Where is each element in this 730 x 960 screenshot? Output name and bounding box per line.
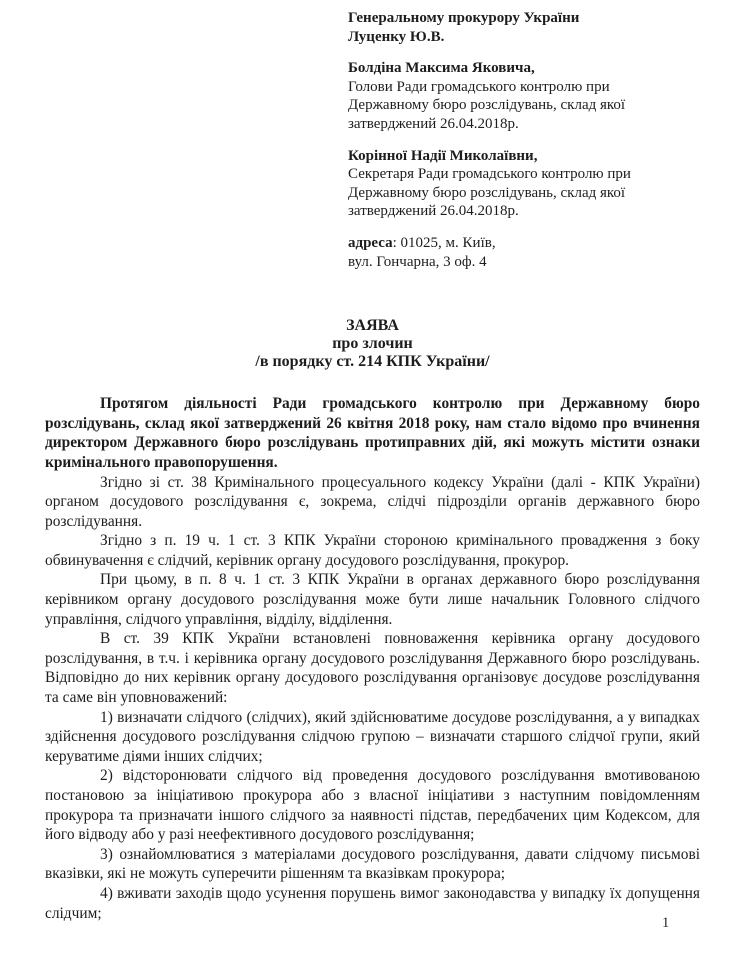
applicant1-line: затверджений 26.04.2018р.: [348, 115, 519, 132]
body-paragraph-2: Згідно зі ст. 38 Кримінального процесуального кодексу України (далі - КПК України) органом досудового розслідування є, зокрема, слідчі підрозділи органів державного бюро розслідування.: [45, 473, 700, 530]
applicant2-line: Державному бюро розслідувань, склад якої: [348, 184, 626, 201]
applicant1-name: Болдіна Максима Яковича,: [348, 60, 535, 77]
applicant1-line: Державному бюро розслідувань, склад якої: [348, 97, 626, 114]
title-line-2: про злочин: [332, 335, 413, 353]
address-line-2: вул. Гончарна, 3 оф. 4: [348, 253, 487, 270]
applicant2-name: Корінної Надії Миколаївни,: [348, 147, 538, 164]
body-paragraph-1: Протягом діяльності Ради громадського контролю при Державному бюро розслідувань, склад якої затверджений 26 квітня 2018 року, нам стало відомо про вчинення директором Державного бюро розслідувань протиправних дій, які можуть містити ознаки кримінального правопорушення.: [45, 395, 700, 471]
header-gap: [348, 134, 720, 147]
document-header: [348, 0, 720, 271]
applicant1-line: Голови Ради громадського контролю при: [348, 78, 610, 95]
header-gap: [348, 221, 720, 234]
title-line-1: ЗАЯВА: [346, 317, 399, 335]
recipient-line-1: Генеральному прокурору України: [348, 10, 580, 26]
body-paragraph-5: В ст. 39 КПК України встановлені повноваження керівника органу досудового розслідування, в т.ч. і керівника органу досудового розслідування Державного бюро розслідувань. Відповідно до них керівник органу досудового розслідування організовує досудове розслідування та саме він уповноважений:: [45, 630, 700, 707]
address-label: адреса: [348, 234, 393, 251]
body-list-item-1: 1) визначати слідчого (слідчих), який здійснюватиме досудове розслідування, а у випадках здійснення досудового розслідування слідчою групою – визначати старшого слідчої групи, який керуватиме діями інших слідчих;: [45, 708, 700, 765]
header-gap: [348, 46, 720, 59]
body-list-item-2: 2) відсторонювати слідчого від проведення досудового розслідування вмотивованою постановою за ініціативою прокурора або з власної ініціативи з наступним повідомленням прокурора та призначати іншого слідчого за наявності підстав, передбачених цим Кодексом, для його відводу або у разі неефективного досудового розслідування;: [45, 767, 700, 844]
address-value: : 01025, м. Київ,: [392, 234, 496, 251]
applicant2-line: Секретаря Ради громадського контролю при: [348, 166, 631, 183]
title-line-3: /в порядку ст. 214 КПК України/: [255, 353, 490, 371]
body-list-item-3: 3) ознайомлюватися з матеріалами досудового розслідування, давати слідчому письмові вказівки, які не можуть суперечити рішенням та вказівкам прокурора;: [45, 845, 700, 883]
page-number: 1: [662, 915, 670, 931]
applicant2-line: затверджений 26.04.2018р.: [348, 203, 519, 220]
body-list-item-4: 4) вживати заходів щодо усунення порушень вимог законодавства у випадку їх допущення слідчим;: [45, 884, 700, 922]
document-title: [45, 317, 700, 371]
body-paragraph-3: Згідно з п. 19 ч. 1 ст. 3 КПК України стороною кримінального провадження з боку обвинувачення є слідчий, керівник органу досудового розслідування, прокурор.: [45, 532, 700, 569]
address-line-1: [348, 234, 720, 253]
document-body: [45, 394, 700, 923]
body-paragraph-4: При цьому, в п. 8 ч. 1 ст. 3 КПК України в органах державного бюро розслідування керівником органу досудового розслідування може бути лише начальник Головного слідчого управління, слідчого управління, відділу, відділення.: [45, 571, 700, 628]
recipient-line-2: Луценку Ю.В.: [348, 28, 445, 45]
